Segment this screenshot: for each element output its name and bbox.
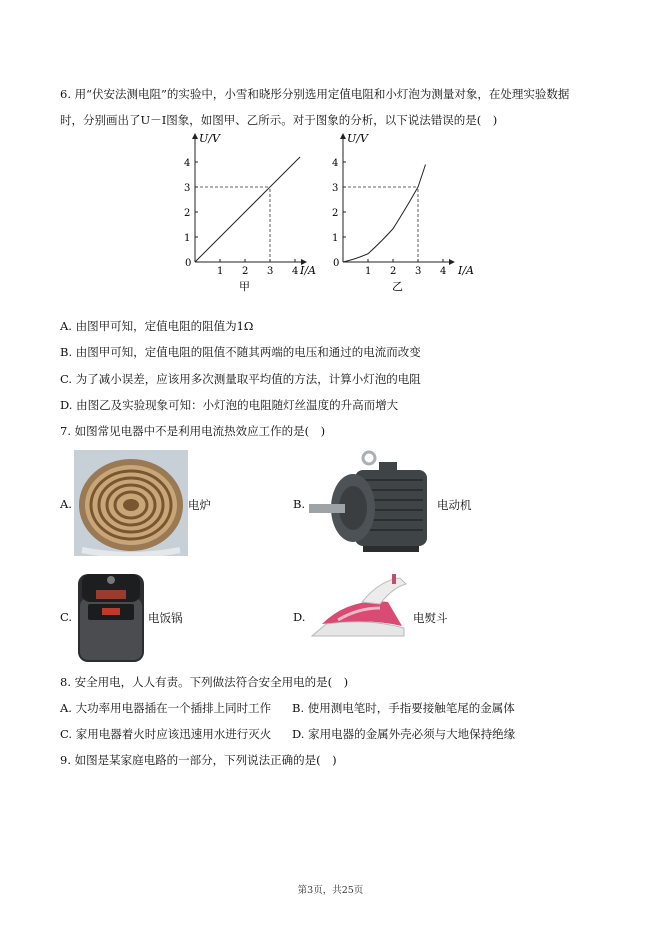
jia-x-tick-label: 4	[292, 266, 299, 277]
q7-option-b-letter: B.	[293, 497, 306, 511]
jia-x-tick-label: 1	[217, 266, 224, 277]
q7-option-a-letter: A.	[60, 497, 72, 511]
jia-x-tick-label: 3	[267, 266, 274, 277]
electric-iron-image	[308, 574, 412, 646]
q7-option-c-label: 电饭锅	[148, 611, 183, 625]
yi-x-tick-label: 1	[365, 266, 372, 277]
q9-stem: 9. 如图是某家庭电路的一部分，下列说法正确的是( )	[60, 753, 337, 767]
q7-option-d-label: 电熨斗	[413, 611, 448, 625]
yi-y-tick-label: 3	[332, 183, 339, 194]
rice-cooker-image	[74, 568, 148, 666]
jia-xlabel: I/A	[300, 264, 316, 277]
yi-x-tick-label: 2	[390, 266, 397, 277]
yi-y-tick-label: 4	[332, 158, 339, 169]
yi-x-tick-label: 3	[415, 266, 422, 277]
q7-option-d-letter: D.	[293, 610, 306, 624]
q7-option-b-label: 电动机	[437, 498, 472, 512]
q6-stem-line1: 6. 用“伏安法测电阻”的实验中，小雪和晓彤分别选用定值电阻和小灯泡为测量对象，在处理实验数据	[60, 87, 570, 101]
jia-y-tick-label: 1	[184, 233, 191, 244]
q8-stem: 8. 安全用电，人人有责。下列做法符合安全用电的是( )	[60, 675, 349, 689]
yi-y-tick-label: 1	[332, 233, 339, 244]
yi-ylabel: U/V	[347, 132, 368, 145]
jia-series-line	[195, 157, 300, 262]
q7-option-a-label: 电炉	[188, 498, 211, 512]
q7-option-c-letter: C.	[60, 610, 73, 624]
q6-option-b: B. 由图甲可知，定值电阻的阻值不随其两端的电压和通过的电流而改变	[60, 345, 421, 359]
electric-motor-image	[307, 450, 437, 556]
jia-y-tick-label: 4	[184, 158, 191, 169]
jia-caption: 甲	[239, 280, 250, 293]
electric-stove-image	[74, 450, 188, 556]
q8-option-c: C. 家用电器着火时应该迅速用水进行灭火	[60, 727, 272, 741]
q8-option-a: A. 大功率用电器插在一个插排上同时工作	[60, 701, 272, 715]
q6-option-d: D. 由图乙及实验现象可知：小灯泡的电阻随灯丝温度的升高而增大	[60, 398, 399, 412]
q6-stem-line2: 时，分别画出了U－I图象，如图甲、乙所示。对于图象的分析，以下说法错误的是( )	[60, 113, 498, 127]
jia-y-tick-label: 2	[184, 208, 191, 219]
yi-x-tick-label: 4	[440, 266, 447, 277]
graph-jia	[178, 128, 328, 298]
yi-xlabel: I/A	[458, 264, 474, 277]
jia-x-tick-label: 2	[242, 266, 249, 277]
q8-option-b: B. 使用测电笔时，手指要接触笔尾的金属体	[292, 701, 515, 715]
jia-y-tick-label: 3	[184, 183, 191, 194]
jia-ylabel: U/V	[199, 132, 220, 145]
yi-series-curve	[343, 165, 426, 263]
q7-stem: 7. 如图常见电器中不是利用电流热效应工作的是( )	[60, 424, 326, 438]
yi-caption: 乙	[392, 280, 403, 293]
q6-option-a: A. 由图甲可知，定值电阻的阻值为1Ω	[60, 319, 254, 333]
yi-y-tick-label: 2	[332, 208, 339, 219]
graph-yi	[326, 128, 486, 298]
q6-option-c: C. 为了减小误差，应该用多次测量取平均值的方法，计算小灯泡的电阻	[60, 372, 421, 386]
jia-origin: 0	[185, 258, 192, 269]
page-footer: 第3页，共25页	[297, 885, 364, 896]
q8-option-d: D. 家用电器的金属外壳必须与大地保持绝缘	[292, 727, 516, 741]
yi-origin: 0	[333, 258, 340, 269]
